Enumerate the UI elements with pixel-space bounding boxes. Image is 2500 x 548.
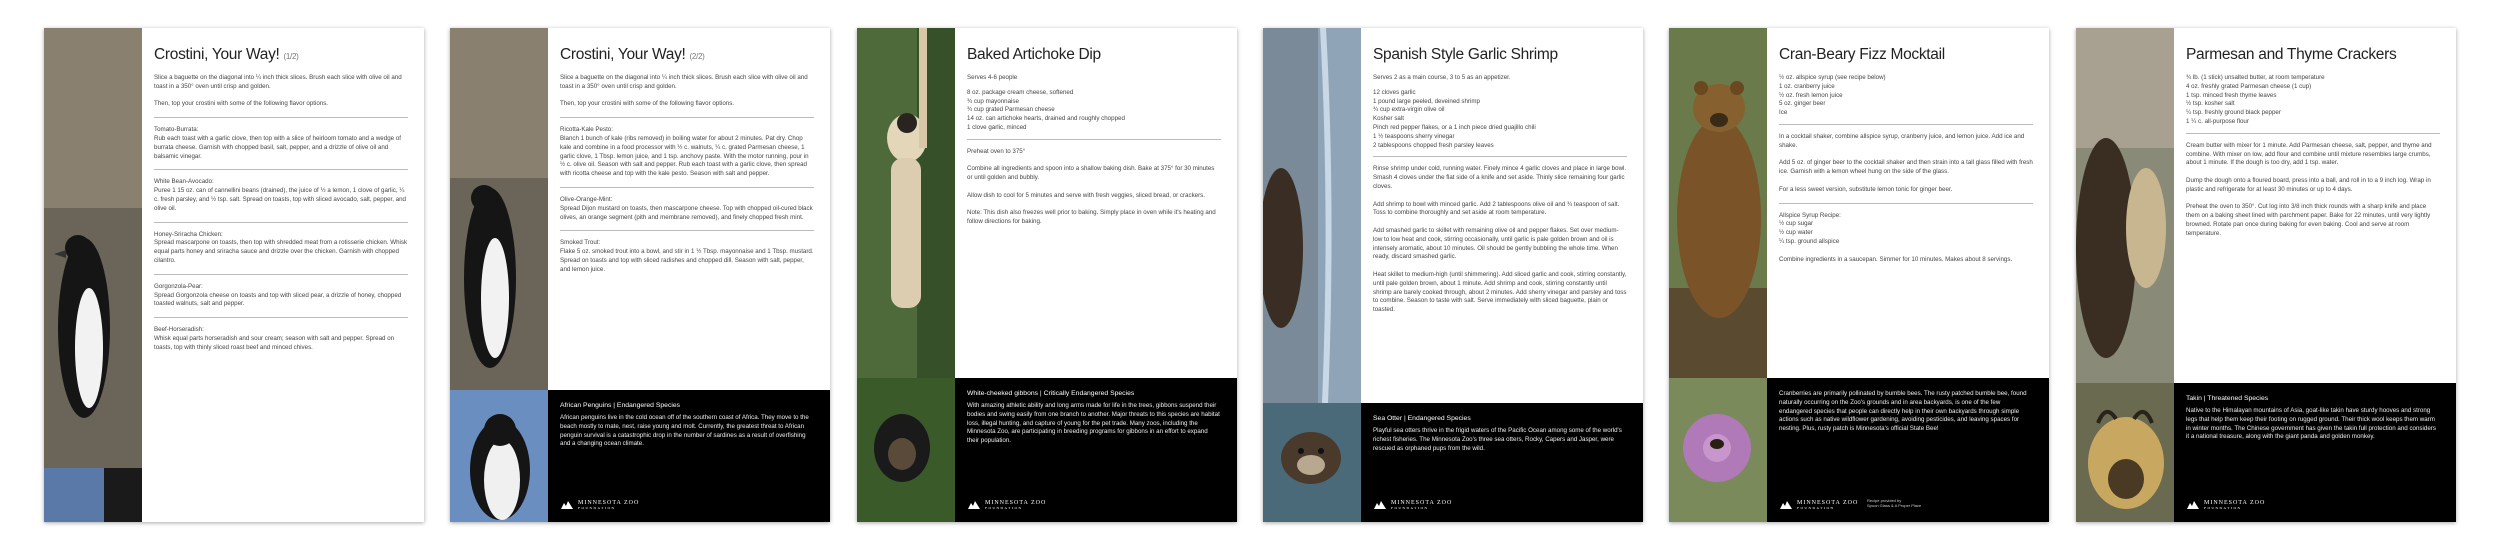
logo-name: MINNESOTA ZOO (985, 499, 1047, 506)
flavor-option: Ricotta-Kale Pesto: Blanch 1 bunch of kale (ribs removed) in boiling water for about 2 minutes. Pat dry. Chop kale and combine in a food processor with ½ c. walnuts, ¼ c. grated Parmesan cheese, 1 garlic clove, 1 Tbsp. lemon juice, and 1 tsp. anchovy paste. With the motor running, pour in ½ c. olive oil. Season with salt and pepper. Rub each toast with a garlic clove, then spread with ricotta cheese and top with the kale pesto. Season with salt and pepper. (560, 117, 814, 187)
page-indicator: (2/2) (689, 52, 705, 61)
flavor-option: White Bean-Avocado: Puree 1 15 oz. can of cannellini beans (drained), the juice of ½ a lemon, 1 clove of garlic, ¼ c. fresh parsley, and ½ tsp. salt. Spread on toasts, top with sliced avocado, salt, pepper, and olive oil. (154, 169, 408, 221)
recipe-servings: Serves 2 as a main course, 3 to 5 as an appetizer. (1373, 74, 1511, 81)
penguin-closeup-photo (450, 390, 548, 522)
gibbon-closeup-photo (857, 378, 955, 522)
species-info-band (955, 378, 1237, 522)
sea-otter-closeup-photo (1263, 403, 1361, 522)
species-caption: White-cheeked gibbons | Critically Endangered Species (967, 390, 1135, 397)
zoo-logo-icon (560, 500, 574, 510)
recipe-title: Crostini, Your Way! (154, 46, 280, 63)
species-description: With amazing athletic ability and long arms made for life in the trees, gibbons suspend their bodies and swing easily from one branch to another. Major threats to this species are habitat loss, illegal hunting, and capture of young for the pet trade. Many zoos, including the Minnesota Zoo, are participating in breeding programs for gibbons in an effort to expand their population. (967, 402, 1220, 445)
logo-sub: FOUNDATION (985, 505, 1023, 510)
recipe-servings: Serves 4-6 people (967, 74, 1018, 81)
species-caption: Sea Otter | Endangered Species (1373, 415, 1471, 422)
recipe-steps: Cream butter with mixer for 1 minute. Add Parmesan cheese, salt, pepper, and thyme and combine. With mixer on low, add flour and combine until mixture resembles large crumbs, about 1 minute. If the dough is too dry, add 1 tsp. water. Dump the dough onto a floured board, press into a ball, and roll in to a 9 inch log. Wrap in plastic and refrigerate for at least 30 minutes or up to 4 days. Preheat the oven to 350°. Cut log into 3/8 inch thick rounds with a sharp knife and place them on a baking sheet lined with parchment paper. Bake for 22 minutes, until very lightly browned. Rotate pan once during baking for even baking. Cool and serve at room temperature. (2186, 133, 2440, 247)
recipe-card-cran-beary-fizz (1669, 28, 2049, 522)
species-caption: Takin | Threatened Species (2186, 395, 2269, 402)
gibbon-photo (857, 28, 955, 378)
recipe-card-garlic-shrimp (1263, 28, 1643, 522)
ingredient-list: ½ oz. allspice syrup (see recipe below) 1 oz. cranberry juice ½ oz. fresh lemon juice 5 oz. ginger beer Ice (1779, 74, 1886, 117)
logo-sub: FOUNDATION (2204, 505, 2242, 510)
zoo-logo-icon (2186, 500, 2200, 510)
recipe-card-crostini-2 (450, 28, 830, 522)
zoo-logo-icon (1373, 500, 1387, 510)
recipe-sponsor: Recipe provided by Spoon Glass & A Proper Place (1867, 497, 1922, 508)
recipe-card-crostini-1 (44, 28, 424, 522)
zoo-logo-icon (967, 500, 981, 510)
grizzly-bear-photo (1669, 28, 1767, 378)
logo-sub: FOUNDATION (1797, 505, 1835, 510)
recipe-title: Baked Artichoke Dip (967, 46, 1101, 63)
recipe-title: Cran-Beary Fizz Mocktail (1779, 46, 1945, 63)
syrup-recipe: Allspice Syrup Recipe: ½ cup sugar ½ cup water ¼ tsp. ground allspice Combine ingredients in a saucepan. Simmer for 10 minutes. Makes about 8 servings. (1779, 203, 2033, 273)
penguin-photo (450, 28, 548, 390)
wildflower-bee-photo (1669, 378, 1767, 522)
takin-photo (2076, 28, 2174, 383)
recipe-steps: Rinse shrimp under cold, running water. Finely mince 4 garlic cloves and place in large bowl. Smash 4 cloves under the flat side of a knife and set aside. Thinly slice remaining four garlic cloves. Add shrimp to bowl with minced garlic. Add 2 tablespoons olive oil and ¾ teaspoon of salt. Toss to combine thoroughly and set aside at room temperature. Add smashed garlic to skillet with remaining olive oil and pepper flakes. Set over medium-low to low heat and cook, stirring occasionally, until garlic is pale golden brown and oil is intensely aromatic, about 10 minutes. Oil should be gently bubbling the whole time. When ready, discard smashed garlic. Heat skillet to medium-high (until shimmering). Add sliced garlic and cook, stirring constantly, until pale golden brown, about 1 minute. Add shrimp and cook, stirring constantly until shrimp are barely cooked through, about 2 minutes. Add sherry vinegar and parsley and toss to combine. Season to taste with salt. Serve immediately with sliced baguette, plain or toasted. (1373, 156, 1627, 323)
logo-sub: FOUNDATION (1391, 505, 1429, 510)
recipe-title: Crostini, Your Way! (560, 46, 686, 63)
page-indicator: (1/2) (283, 52, 299, 61)
flavor-option: Smoked Trout: Flake 5 oz. smoked trout into a bowl, and stir in 1 ½ Tbsp. mayonnaise and 1 Tbsp. mustard. Spread on toasts and top with sliced radishes and chopped dill. Season with salt, pepper, and lemon juice. (560, 230, 814, 282)
recipe-steps: Preheat oven to 375° Combine all ingredients and spoon into a shallow baking dish. Bake at 375° for 30 minutes or until golden and bubbly. Allow dish to cool for 5 minutes and serve with fresh veggies, sliced bread, or crackers. Note: This dish also freezes well prior to baking. Simply place in oven while it's heating and follow directions for baking. (967, 139, 1221, 235)
penguin-photo (44, 28, 142, 522)
species-info-band (2174, 383, 2456, 522)
flavor-option: Honey-Sriracha Chicken: Spread mascarpone on toasts, then top with shredded meat from a rotisserie chicken. Whisk equal parts honey and sriracha sauce and drizzle over the chicken. Garnish with chopped cilantro. (154, 222, 408, 274)
logo-sub: FOUNDATION (578, 505, 616, 510)
ingredient-list: 12 cloves garlic 1 pound large peeled, deveined shrimp ¾ cup extra-virgin olive oil Kosher salt Pinch red pepper flakes, or a 1 inch piece dried guajillo chili 1 ½ teaspoons sherry vinegar 2 tablespoons chopped fresh parsley leaves (1373, 88, 1536, 149)
logo-name: MINNESOTA ZOO (578, 499, 640, 506)
logo-name: MINNESOTA ZOO (2204, 499, 2266, 506)
flavor-option: Tomato-Burrata: Rub each toast with a garlic clove, then top with a slice of heirloom tomato and a wedge of burrata cheese. Garnish with chopped basil, salt, pepper, and a drizzle of olive oil and balsamic vinegar. (154, 117, 408, 169)
recipe-title: Parmesan and Thyme Crackers (2186, 46, 2397, 63)
recipe-intro: Slice a baguette on the diagonal into ¼ inch thick slices. Brush each slice with olive oil and toast in a 350° oven until crisp and golden. Then, top your crostini with some of the following flavor options. (560, 74, 808, 108)
recipe-card-artichoke-dip (857, 28, 1237, 522)
recipe-intro: Slice a baguette on the diagonal into ¼ inch thick slices. Brush each slice with olive oil and toast in a 350° oven until crisp and golden. Then, top your crostini with some of the following flavor options. (154, 74, 402, 108)
logo-name: MINNESOTA ZOO (1391, 499, 1453, 506)
species-info-band (548, 390, 830, 522)
species-description: African penguins live in the cold ocean off of the southern coast of Africa. They move to the beach mostly to mate, nest, raise young and molt. Currently, the greatest threat to African penguin survival is a catastrophic drop in the number of sardines as a result of overfishing and a changing ocean climate. (560, 414, 809, 448)
flavor-option: Olive-Orange-Mint: Spread Dijon mustard on toasts, then mascarpone cheese. Top with chopped oil-cured black olives, an orange segment (pith and membrane removed), and finely chopped fresh mint. (560, 187, 814, 230)
zoo-logo-icon (1779, 500, 1793, 510)
flavor-option: Gorgonzola-Pear: Spread Gorgonzola cheese on toasts and top with sliced pear, a drizzle of honey, chopped toasted walnuts, salt and pepper. (154, 274, 408, 317)
sea-otter-photo (1263, 28, 1361, 403)
ingredient-list: ¾ lb. (1 stick) unsalted butter, at room temperature 4 oz. freshly grated Parmesan cheese (1 cup) 1 tsp. minced fresh thyme leaves ½ tsp. kosher salt ¼ tsp. freshly ground black pepper 1 ¼ c. all-purpose flour (2186, 74, 2325, 125)
recipe-steps: In a cocktail shaker, combine allspice syrup, cranberry juice, and lemon juice. Add ice and shake. Add 5 oz. of ginger beer to the cocktail shaker and then strain into a tall glass filled with fresh ice. Garnish with a lemon wheel hung on the side of the glass. For a less sweet version, substitute lemon tonic for ginger beer. (1779, 124, 2033, 203)
minnesota-zoo-logo (2186, 500, 2265, 511)
species-description: Playful sea otters thrive in the frigid waters of the Pacific Ocean among some of the world's richest fisheries. The Minnesota Zoo's three sea otters, Rocky, Capers and Jasper, were rescued as orphaned pups from the wild. (1373, 427, 1622, 452)
recipe-title: Spanish Style Garlic Shrimp (1373, 46, 1558, 63)
takin-closeup-photo (2076, 383, 2174, 522)
species-info-band (1767, 378, 2049, 522)
minnesota-zoo-logo (1779, 500, 1858, 511)
ingredient-list: 8 oz. package cream cheese, softened ¾ cup mayonnaise ¾ cup grated Parmesan cheese 14 oz. can artichoke hearts, drained and roughly chopped 1 clove garlic, minced (967, 88, 1125, 131)
minnesota-zoo-logo (967, 500, 1046, 511)
logo-name: MINNESOTA ZOO (1797, 499, 1859, 506)
minnesota-zoo-logo (560, 500, 639, 511)
species-description: Native to the Himalayan mountains of Asia, goat-like takin have sturdy hooves and strong legs that help them keep their footing on rugged ground. Their thick wool keeps them warm in winter months. The Chinese government has given the takin full protection and considers it a national treasure, along with the giant panda and golden monkey. (2186, 407, 2436, 441)
flavor-option: Beef-Horseradish: Whisk equal parts horseradish and sour cream; season with salt and pepper. Spread on toasts, top with thinly sliced roast beef and minced chives. (154, 317, 408, 360)
species-caption: African Penguins | Endangered Species (560, 402, 681, 409)
recipe-card-parmesan-crackers (2076, 28, 2456, 522)
species-info-band (1361, 403, 1643, 522)
minnesota-zoo-logo (1373, 500, 1452, 511)
species-description: Cranberries are primarily pollinated by bumble bees. The rusty patched bumble bee, found naturally occurring on the Zoo's grounds and in area backyards, is one of the few endangered species that people can directly help in their own backyards through simple actions such as native wildflower gardening, avoiding pesticides, and leaving spaces for nesting. Plus, rusty patch is Minnesota's official State Bee! (1779, 390, 2027, 433)
